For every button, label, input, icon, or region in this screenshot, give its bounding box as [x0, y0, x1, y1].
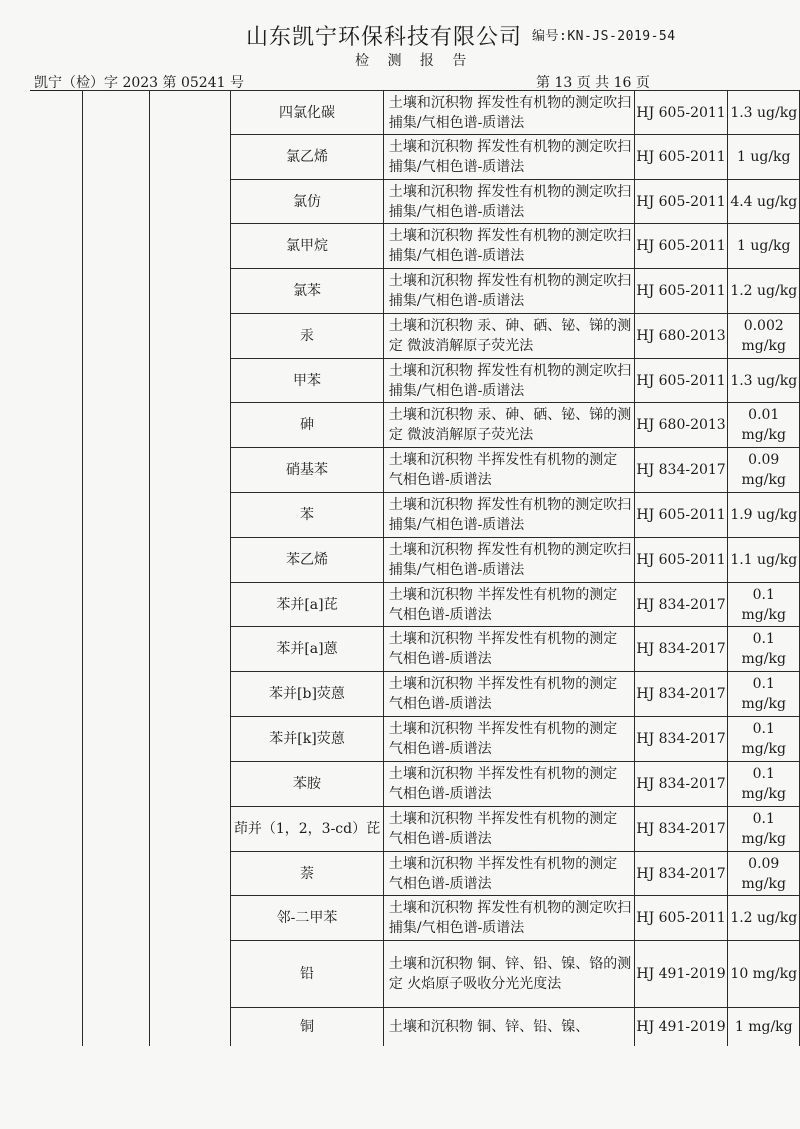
standard-cell: HJ 834-2017 [634, 672, 728, 717]
item-cell: 萘 [231, 852, 384, 896]
limit-cell: 4.4 ug/kg [728, 180, 800, 224]
standard-cell: HJ 605-2011 [634, 135, 728, 180]
standard-cell: HJ 605-2011 [634, 180, 728, 224]
method-cell: 土壤和沉积物 挥发性有机物的测定吹扫捕集/气相色谱-质谱法 [383, 224, 634, 269]
method-cell: 土壤和沉积物 挥发性有机物的测定吹扫捕集/气相色谱-质谱法 [383, 135, 634, 180]
item-cell: 苯并[a]芘 [231, 583, 384, 627]
item-cell: 茚并（1，2，3-cd）芘 [231, 807, 384, 852]
item-cell: 氯甲烷 [231, 224, 384, 269]
item-cell: 苯并[b]荧蒽 [231, 672, 384, 717]
limit-cell: 0.09 mg/kg [728, 852, 800, 896]
method-cell: 土壤和沉积物 挥发性有机物的测定吹扫捕集/气相色谱-质谱法 [383, 896, 634, 941]
standard-cell: HJ 605-2011 [634, 224, 728, 269]
limit-cell: 1.3 ug/kg [728, 359, 800, 403]
standard-cell: HJ 605-2011 [634, 359, 728, 403]
method-cell: 土壤和沉积物 半挥发性有机物的测定 气相色谱-质谱法 [383, 583, 634, 627]
item-cell: 苯乙烯 [231, 538, 384, 583]
standard-cell: HJ 605-2011 [634, 493, 728, 538]
item-cell: 甲苯 [231, 359, 384, 403]
standard-cell: HJ 680-2013 [634, 403, 728, 448]
method-cell: 土壤和沉积物 半挥发性有机物的测定 气相色谱-质谱法 [383, 762, 634, 807]
standard-cell: HJ 834-2017 [634, 852, 728, 896]
method-cell: 土壤和沉积物 铜、锌、铅、镍、铬的测定 火焰原子吸收分光光度法 [383, 941, 634, 1008]
report-subtitle: 检 测 报 告 [355, 53, 474, 69]
limit-cell: 0.1 mg/kg [728, 717, 800, 762]
method-cell: 土壤和沉积物 挥发性有机物的测定吹扫捕集/气相色谱-质谱法 [383, 180, 634, 224]
method-cell: 土壤和沉积物 半挥发性有机物的测定 气相色谱-质谱法 [383, 717, 634, 762]
method-cell: 土壤和沉积物 挥发性有机物的测定吹扫捕集/气相色谱-质谱法 [383, 91, 634, 135]
page-indicator: 第 13 页 共 16 页 [536, 75, 650, 91]
method-cell: 土壤和沉积物 挥发性有机物的测定吹扫捕集/气相色谱-质谱法 [383, 493, 634, 538]
standard-cell: HJ 834-2017 [634, 448, 728, 493]
limit-cell: 0.1 mg/kg [728, 672, 800, 717]
limit-cell: 0.1 mg/kg [728, 583, 800, 627]
results-table-wrapper [82, 90, 800, 1046]
limit-cell: 0.01 mg/kg [728, 403, 800, 448]
results-table [82, 90, 800, 1046]
standard-cell: HJ 680-2013 [634, 314, 728, 359]
method-cell: 土壤和沉积物 半挥发性有机物的测定 气相色谱-质谱法 [383, 672, 634, 717]
limit-cell: 0.1 mg/kg [728, 627, 800, 672]
method-cell: 土壤和沉积物 半挥发性有机物的测定 气相色谱-质谱法 [383, 448, 634, 493]
item-cell: 氯苯 [231, 269, 384, 314]
item-cell: 苯 [231, 493, 384, 538]
item-cell: 苯胺 [231, 762, 384, 807]
item-cell: 苯并[a]蒽 [231, 627, 384, 672]
report-number: 凯宁（检）字 2023 第 05241 号 [34, 75, 244, 91]
method-cell: 土壤和沉积物 汞、砷、硒、铋、锑的测定 微波消解原子荧光法 [383, 314, 634, 359]
limit-cell: 0.1 mg/kg [728, 807, 800, 852]
method-cell: 土壤和沉积物 半挥发性有机物的测定 气相色谱-质谱法 [383, 852, 634, 896]
limit-cell: 1.9 ug/kg [728, 493, 800, 538]
limit-cell: 1.1 ug/kg [728, 538, 800, 583]
limit-cell: 0.002 mg/kg [728, 314, 800, 359]
table-row [83, 91, 800, 135]
standard-cell: HJ 491-2019 [634, 1008, 728, 1046]
standard-cell: HJ 605-2011 [634, 269, 728, 314]
item-cell: 铜 [231, 1008, 384, 1046]
standard-cell: HJ 834-2017 [634, 807, 728, 852]
method-cell: 土壤和沉积物 半挥发性有机物的测定 气相色谱-质谱法 [383, 627, 634, 672]
item-cell: 汞 [231, 314, 384, 359]
results-table-body [83, 91, 800, 1046]
standard-cell: HJ 834-2017 [634, 717, 728, 762]
standard-cell: HJ 491-2019 [634, 941, 728, 1008]
method-cell: 土壤和沉积物 挥发性有机物的测定吹扫捕集/气相色谱-质谱法 [383, 269, 634, 314]
document-code: 编号:KN-JS-2019-54 [532, 29, 676, 44]
company-name: 山东凯宁环保科技有限公司 [246, 25, 523, 50]
limit-cell: 0.09 mg/kg [728, 448, 800, 493]
limit-cell: 1.2 ug/kg [728, 896, 800, 941]
standard-cell: HJ 834-2017 [634, 627, 728, 672]
limit-cell: 10 mg/kg [728, 941, 800, 1008]
limit-cell: 1.2 ug/kg [728, 269, 800, 314]
method-cell: 土壤和沉积物 铜、锌、铅、镍、 [383, 1008, 634, 1046]
item-cell: 邻-二甲苯 [231, 896, 384, 941]
limit-cell: 1 mg/kg [728, 1008, 800, 1046]
limit-cell: 1.3 ug/kg [728, 91, 800, 135]
method-cell: 土壤和沉积物 挥发性有机物的测定吹扫捕集/气相色谱-质谱法 [383, 359, 634, 403]
method-cell: 土壤和沉积物 汞、砷、硒、铋、锑的测定 微波消解原子荧光法 [383, 403, 634, 448]
item-cell: 铅 [231, 941, 384, 1008]
standard-cell: HJ 834-2017 [634, 762, 728, 807]
limit-cell: 1 ug/kg [728, 135, 800, 180]
item-cell: 四氯化碳 [231, 91, 384, 135]
category-cell [83, 91, 150, 1046]
method-cell: 土壤和沉积物 挥发性有机物的测定吹扫捕集/气相色谱-质谱法 [383, 538, 634, 583]
item-cell: 砷 [231, 403, 384, 448]
limit-cell: 0.1 mg/kg [728, 762, 800, 807]
item-cell: 氯乙烯 [231, 135, 384, 180]
subcategory-cell [149, 91, 230, 1046]
limit-cell: 1 ug/kg [728, 224, 800, 269]
method-cell: 土壤和沉积物 半挥发性有机物的测定 气相色谱-质谱法 [383, 807, 634, 852]
standard-cell: HJ 834-2017 [634, 583, 728, 627]
standard-cell: HJ 605-2011 [634, 91, 728, 135]
standard-cell: HJ 605-2011 [634, 538, 728, 583]
item-cell: 硝基苯 [231, 448, 384, 493]
standard-cell: HJ 605-2011 [634, 896, 728, 941]
item-cell: 氯仿 [231, 180, 384, 224]
item-cell: 苯并[k]荧蒽 [231, 717, 384, 762]
